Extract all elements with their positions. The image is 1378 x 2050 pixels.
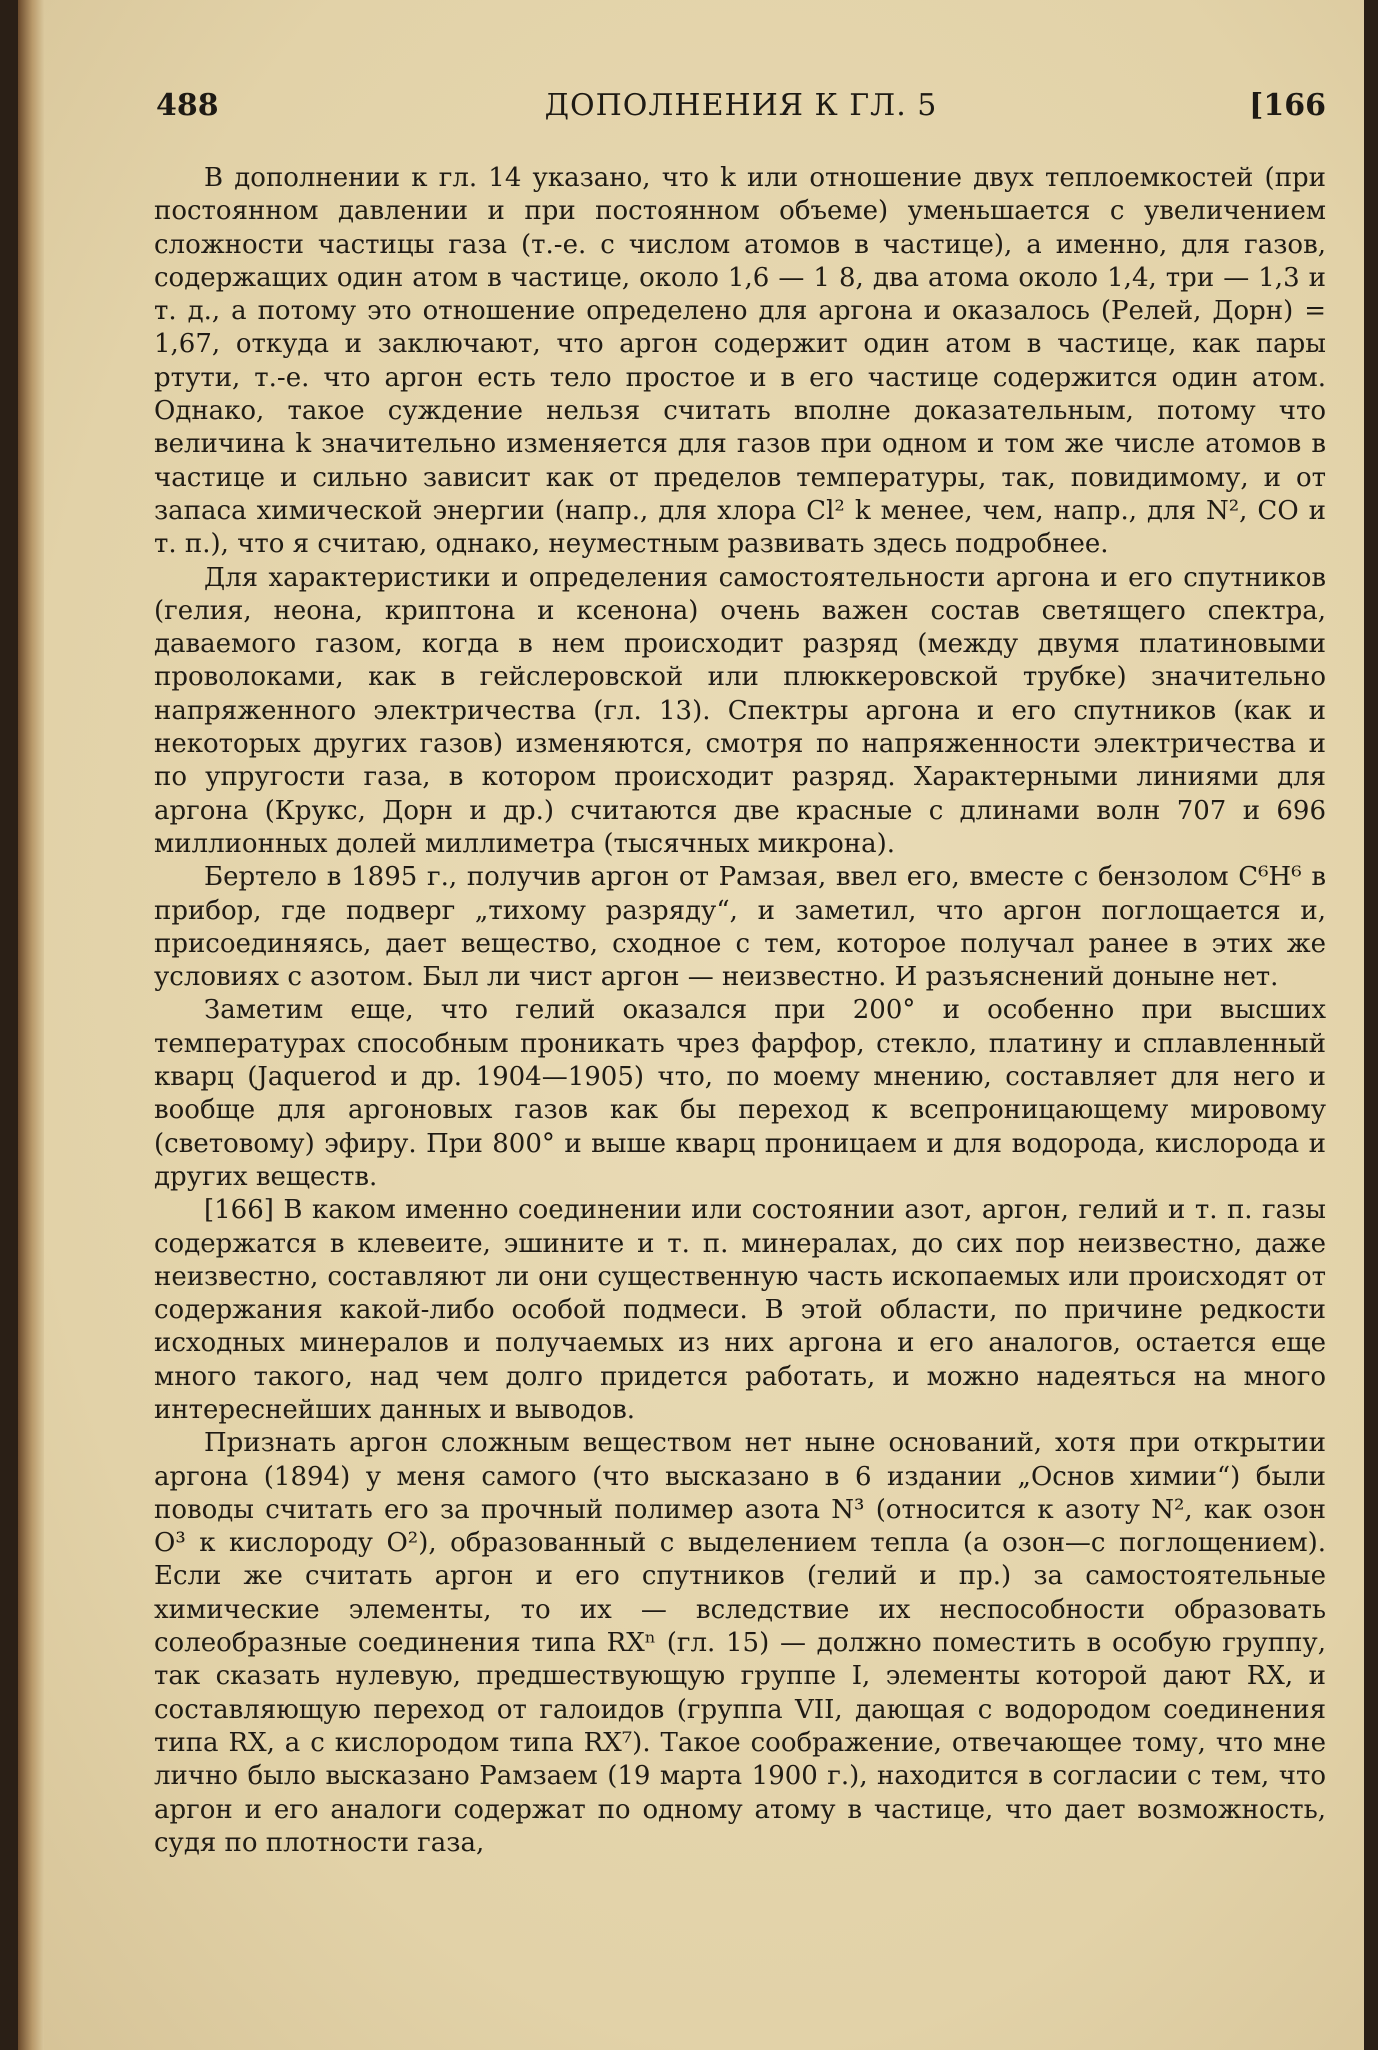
paragraph-berthelot: Бертело в 1895 г., получив аргон от Рамзая, ввел его, вместе с бензолом C⁶H⁶ в прибор, где подверг „тихому разряду“, и заметил, что аргон поглощается и, присоединяясь, дает вещество, сходное с тем, которое получал ранее в этих же условиях с азотом. Был ли чист аргон — неизвестно. И разъяснений доныне нет. <box>154 862 1326 993</box>
paragraph-spectra: Для характеристики и определения самостоятельности аргона и его спутников (гелия, неона, криптона и ксенона) очень важен состав светящего спектра, даваемого газом, когда в нем происходит разряд (между двумя платиновыми проволоками, как в гейслеровской или плюккеровской трубке) значительно напряженного электричества (гл. 13). Спектры аргона и его спутников (как и некоторых других газов) изменяются, смотря по напряженности электричества и по упругости газа, в котором происходит разряд. Характерными линиями для аргона (Крукс, Дорн и др.) считаются две красные с длинами волн 707 и 696 миллионных долей миллиметра (тысячных микрона). <box>154 562 1326 859</box>
page-number: 488 <box>156 88 219 123</box>
text-body <box>154 162 1326 1860</box>
paragraph-zero-group: Признать аргон сложным веществом нет ныне оснований, хотя при открытии аргона (1894) у меня самого (что высказано в 6 издании „Основ химии“) были поводы считать его за прочный полимер азота N³ (относится к азоту N², как озон O³ к кислороду O²), образованный с выделением тепла (а озон—с поглощением). Если же считать аргон и его спутников (гелий и пр.) за самостоятельные химические элементы, то их — вследствие их неспособности образовать солеобразные соединения типа RXⁿ (гл. 15) — должно поместить в особую группу, так сказать нулевую, предшествующую группе I, элементы которой дают RX, и составляющую переход от галоидов (группа VII, дающая с водородом соединения типа RX, а с кислородом типа RX⁷). Такое соображение, отвечающее тому, что мне лично было высказано Рамзаем (19 марта 1900 г.), находится в согласии с тем, что аргон и его аналоги содержат по одному атому в частице, что дает возможность, судя по плотности газа, <box>154 1428 1326 1858</box>
paragraph-heat-capacity: В дополнении к гл. 14 указано, что k или отношение двух теплоемкостей (при постоянном давлении и при постоянном объеме) уменьшается с увеличением сложности частицы газа (т.-е. с числом атомов в частице), а именно, для газов, содержащих один атом в частице, около 1,6 — 1 8, два атома около 1,4, три — 1,3 и т. д., а потому это отношение определено для аргона и оказалось (Релей, Дорн) = 1,67, откуда и заключают, что аргон содержит один атом в частице, как пары ртути, т.-е. что аргон есть тело простое и в его частице содержится один атом. Однако, такое суждение нельзя считать вполне доказательным, потому что величина k значительно изменяется для газов при одном и том же числе атомов в частице и сильно зависит как от пределов температуры, так, повидимому, и от запаса химической энергии (напр., для хлора Cl² k менее, чем, напр., для N², CO и т. п.), что я считаю, однако, неуместным развивать здесь подробнее. <box>154 163 1326 560</box>
book-page <box>18 0 1364 2050</box>
section-reference: [166 <box>1249 88 1326 123</box>
page-gutter <box>18 0 44 2050</box>
page-header <box>156 88 1326 138</box>
paragraph-minerals: [166] В каком именно соединении или состоянии азот, аргон, гелий и т. п. газы содержатся в клевеите, эшините и т. п. минералах, до сих пор неизвестно, даже неизвестно, составляют ли они существенную часть ископаемых или происходят от содержания какой-либо особой подмеси. В этой области, по причине редкости исходных минералов и получаемых из них аргона и его аналогов, остается еще много такого, над чем долго придется работать, и можно надеяться на много интереснейших данных и выводов. <box>154 1195 1326 1425</box>
paragraph-helium-quartz: Заметим еще, что гелий оказался при 200° и особенно при высших температурах способным проникать чрез фарфор, стекло, платину и сплавленный кварц (Jaquerod и др. 1904—1905) что, по моему мнению, составляет для него и вообще для аргоновых газов как бы переход к всепроницающему мировому (световому) эфиру. При 800° и выше кварц проницаем и для водорода, кислорода и других веществ. <box>154 995 1326 1192</box>
running-title: ДОПОЛНЕНИЯ К ГЛ. 5 <box>544 88 938 123</box>
